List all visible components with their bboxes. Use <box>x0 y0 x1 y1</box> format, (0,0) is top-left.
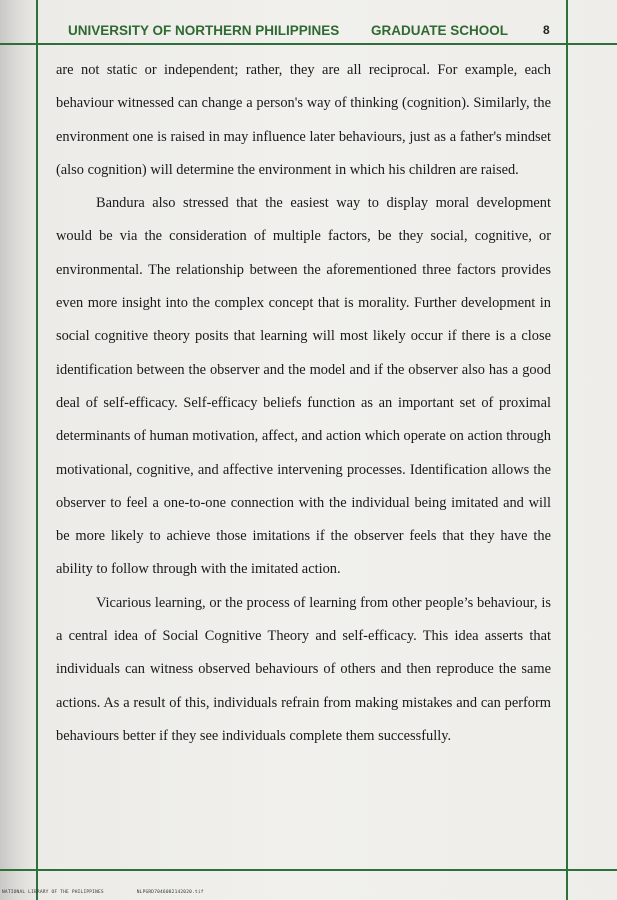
school-name: GRADUATE SCHOOL <box>371 23 508 38</box>
footer-rule <box>0 869 617 871</box>
paragraph-2: Bandura also stressed that the easiest way to display moral development would be via the consideration of multiple factors, be they social, cognitive, or environmental. The relationship between the aforementioned three factors provides even more insight into the complex concept that is morality. Further development in social cognitive theory posits that learning will most likely occur if there is a close identification between the observer and the model and if the observer also has a good deal of self-efficacy. Self-efficacy beliefs function as an important set of proximal determinants of human motivation, affect, and action which operate on action through motivational, cognitive, and affective intervening processes. Identification allows the observer to feel a one-to-one connection with the individual being imitated and will be more likely to achieve those imitations if the observer feels that they have the ability to follow through with the imitated action. <box>56 195 551 578</box>
left-margin-rule <box>36 0 38 900</box>
university-name: UNIVERSITY OF NORTHERN PHILIPPINES <box>68 23 340 38</box>
paragraph-1: are not static or independent; rather, they are all reciprocal. For example, each behaviour witnessed can change a person's way of thinking (cognition). Similarly, the environment one is raised in may influence later behaviours, just as a father's mindset (also cognition) will determine the environment in which his children are raised. <box>56 62 551 178</box>
page-header <box>38 18 566 42</box>
body-text <box>56 54 551 753</box>
file-id: NLPGRD7046082142020.tif <box>136 890 204 895</box>
page-number: 8 <box>543 23 550 37</box>
right-margin-rule <box>566 0 568 900</box>
scan-footer <box>2 890 234 895</box>
header-rule <box>0 43 617 45</box>
paragraph-3: Vicarious learning, or the process of learning from other people’s behaviour, is a central idea of Social Cognitive Theory and self-efficacy. This idea asserts that individuals can witness observed behaviours of others and then reproduce the same actions. As a result of this, individuals refrain from making mistakes and can perform behaviours better if they see individuals complete them successfully. <box>56 594 551 744</box>
library-stamp: NATIONAL LIBRARY OF THE PHILIPPINES <box>2 890 104 895</box>
